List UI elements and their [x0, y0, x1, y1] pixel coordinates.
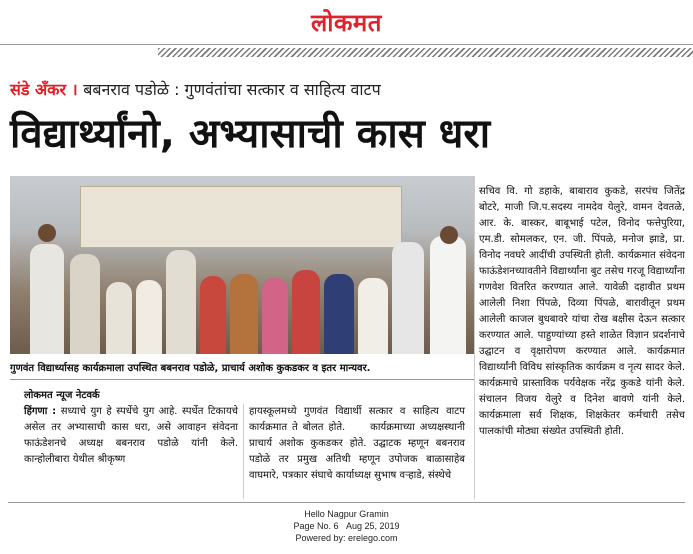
kicker-label: संडे अँकर ।	[10, 80, 78, 99]
photo-person	[358, 278, 388, 354]
newspaper-logo: लोकमत	[311, 8, 382, 37]
photo-person	[262, 278, 288, 354]
decorative-stripes	[158, 48, 693, 57]
article-photo	[10, 176, 475, 354]
photo-person	[136, 280, 162, 354]
column-divider	[474, 184, 475, 499]
photo-person	[106, 282, 132, 354]
photo-person	[70, 254, 100, 354]
photo-person	[292, 270, 320, 354]
powered-by: Powered by: erelego.com	[295, 533, 398, 543]
edition-name: Hello Nagpur Gramin	[304, 509, 389, 519]
photo-person	[392, 242, 424, 354]
byline: लोकमत न्यूज नेटवर्क	[24, 390, 100, 401]
dateline: हिंगणा :	[24, 406, 57, 417]
photo-person	[430, 236, 466, 354]
column-divider	[243, 404, 244, 499]
photo-caption: गुणवंत विद्यार्थ्यासह कार्यक्रमाला उपस्थित बबनराव पडोळे, प्राचार्य अशोक कुकडकर व इतर मान्यवर.	[10, 363, 371, 374]
article-column-3: सचिव वि. गो डहाके, बाबाराव कुकडे, सरपंच जितेंद्र बोटरे, माजी जि.प.सदस्य नामदेव येलुरे, वामन देवतळे, आर. के. बास्कर, बाबूभाई पटेल, विनोद फत्तेपुरिया, एम.डी. सोमलकर, एन. जी. पिंपळे, मनोज झाडे, प्रा. विनोद नवघरे आदींची उपस्थिती होती. कार्यक्रमात संवेदना फाऊंडेशनच्यावतीने विद्यार्थ्यांना बुट तसेच गरजू विद्यार्थ्यांना गणवेश वितरित करण्यात आले. यावेळी दहावीत प्रथम आलेली निशा पिंपळे, दिव्या पिंपळे, बारावीतून प्रथम आलेली काजल बुधबावरे यांचा रोख बक्षीस देऊन सत्कार करण्यात आले. पाहुण्यांच्या हस्ते शाळेत विज्ञान प्रदर्शनाचे उद्घाटन व वृक्षारोपण करण्यात आले. कार्यक्रमात विद्यार्थ्यांनी विविध सांस्कृतिक कार्यक्रम व नृत्य सादर केले. कार्यक्रमाचे प्रास्ताविक पर्यवेक्षक नरेंद्र कुकडे यांनी केले. संचालन विजय येलुरे व दिनेश बावणे यांनी केले. कार्यक्रमाला सर्व शिक्षक, शिक्षकेतर कर्मचारी तसेच पालकांची मोठ्या संख्येत उपस्थिती होती.	[479, 186, 685, 437]
masthead	[0, 0, 693, 44]
article-headline: विद्यार्थ्यांनो, अभ्यासाची कास धरा	[10, 111, 491, 157]
photo-person	[324, 274, 354, 354]
photo-person	[30, 244, 64, 354]
article-column-1	[24, 404, 238, 468]
kicker-subtitle: बबनराव पडोळे : गुणवंतांचा सत्कार व साहित्य वाटप	[83, 80, 381, 99]
photo-person	[200, 276, 226, 354]
page-and-date: Page No. 6 Aug 25, 2019	[293, 521, 400, 531]
photo-head	[38, 224, 56, 242]
page-footer	[0, 508, 693, 544]
photo-person	[230, 274, 258, 354]
caption-rule	[10, 379, 475, 380]
top-rule	[0, 44, 693, 45]
bottom-rule	[8, 502, 685, 503]
photo-person	[166, 250, 196, 354]
photo-head	[440, 226, 458, 244]
article-column-2: हायस्कूलमध्ये गुणवंत विद्यार्थी सत्कार व साहित्य वाटप कार्यक्रमात ते बोलत होते. कार्यक्रमाच्या अध्यक्षस्थानी प्राचार्य अशोक कुकडकर होते. उद्घाटक म्हणून बबनराव पडोळे तर प्रमुख अतिथी म्हणून उपोजक बाळासाहेब वाघमारे, पत्रकार संघाचे कार्याध्यक्ष सुभाष वऱ्हाडे, संस्थेचे	[249, 406, 465, 481]
section-kicker	[10, 78, 381, 100]
photo-banner	[80, 186, 402, 248]
article-text: सध्याचे युग हे स्पर्धेचे युग आहे. स्पर्धेत टिकायचे असेल तर अभ्यासाची कास धरा, असे आवाहन संवेदना फाऊंडेशनचे अध्यक्ष बबनराव पडोळे यांनी केले. कान्होलीबारा येथील श्रीकृष्ण	[24, 406, 238, 465]
